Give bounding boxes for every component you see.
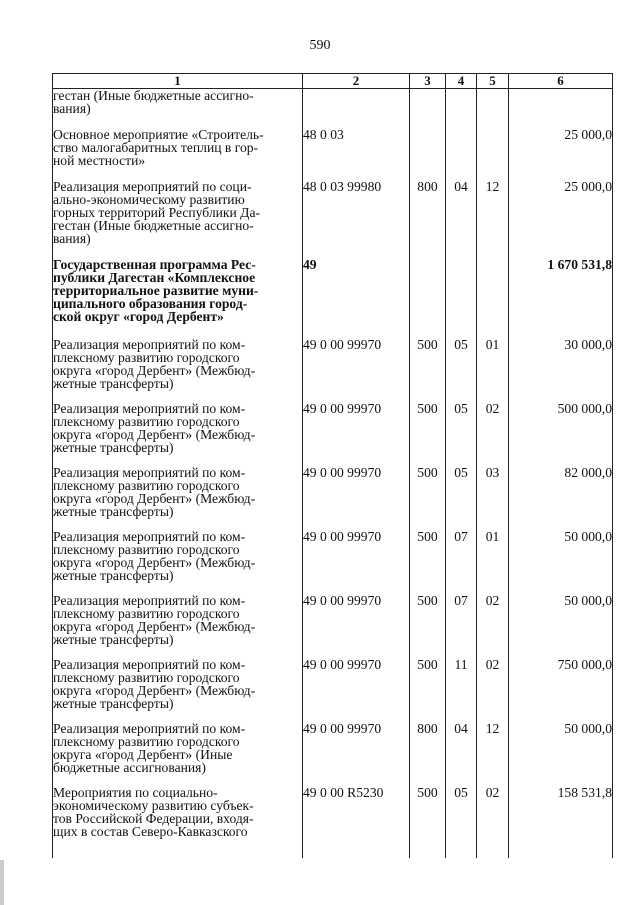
row-code-cell: 49 0 00 99970 [303,402,410,466]
row-col4-cell [446,258,477,338]
row-amount-cell: 1 670 531,8 [509,258,613,338]
row-col3-cell: 500 [410,658,446,722]
row-name-cell: Реализация мероприятий по соци- ально-экономическому развитию горных территорий Республики Да- гестан (Иные бюджетные ассигно- вания) [53,180,303,258]
scan-edge-mark [0,860,4,905]
row-col4-cell: 04 [446,180,477,258]
row-name-cell: Реализация мероприятий по ком- плексному развитию городского округа «город Дербент» (Межбюд- жетные трансферты) [53,338,303,402]
table-row [53,180,613,258]
row-name-cell: Реализация мероприятий по ком- плексному развитию городского округа «город Дербент» (Межбюд- жетные трансферты) [53,594,303,658]
row-code-cell: 49 0 00 R5230 [303,786,410,858]
row-code-cell: 49 0 00 99970 [303,658,410,722]
row-col3-cell: 500 [410,466,446,530]
row-col3-cell: 500 [410,530,446,594]
row-col3-cell: 800 [410,180,446,258]
row-amount-cell: 82 000,0 [509,466,613,530]
row-col3-cell [410,89,446,128]
table-row [53,530,613,594]
table-row [53,658,613,722]
row-col3-cell: 500 [410,402,446,466]
row-amount-cell: 500 000,0 [509,402,613,466]
row-col4-cell [446,128,477,180]
row-col5-cell: 01 [477,338,509,402]
row-col3-cell [410,258,446,338]
row-amount-cell: 50 000,0 [509,722,613,786]
row-col4-cell: 11 [446,658,477,722]
table-row [53,258,613,338]
row-col5-cell: 01 [477,530,509,594]
column-header-2: 2 [303,74,410,89]
row-col5-cell: 02 [477,594,509,658]
budget-table [52,73,613,858]
row-amount-cell: 30 000,0 [509,338,613,402]
row-col5-cell: 12 [477,722,509,786]
row-name-cell: Реализация мероприятий по ком- плексному развитию городского округа «город Дербент» (Межбюд- жетные трансферты) [53,530,303,594]
row-amount-cell: 750 000,0 [509,658,613,722]
row-amount-cell: 50 000,0 [509,530,613,594]
row-col3-cell [410,128,446,180]
row-code-cell [303,89,410,128]
row-amount-cell: 25 000,0 [509,128,613,180]
row-amount-cell [509,89,613,128]
row-col5-cell: 02 [477,402,509,466]
table-row [53,128,613,180]
column-header-6: 6 [509,74,613,89]
row-name-cell: Мероприятия по социально- экономическому развитию субъек- тов Российской Федерации, входя- щих в состав Северо-Кавказского [53,786,303,858]
row-col5-cell: 02 [477,658,509,722]
table-row [53,594,613,658]
table-header-row [53,74,613,89]
row-col5-cell: 03 [477,466,509,530]
row-code-cell: 49 0 00 99970 [303,530,410,594]
row-col4-cell: 05 [446,786,477,858]
table-row [53,338,613,402]
row-code-cell: 49 0 00 99970 [303,466,410,530]
row-code-cell: 49 0 00 99970 [303,722,410,786]
column-header-4: 4 [446,74,477,89]
row-col4-cell: 05 [446,338,477,402]
row-col5-cell [477,258,509,338]
row-col5-cell [477,89,509,128]
row-col4-cell: 05 [446,402,477,466]
table-row [53,786,613,858]
row-col3-cell: 800 [410,722,446,786]
row-name-cell: Реализация мероприятий по ком- плексному развитию городского округа «город Дербент» (Межбюд- жетные трансферты) [53,466,303,530]
row-name-cell: Реализация мероприятий по ком- плексному развитию городского округа «город Дербент» (Иные бюджетные ассигнования) [53,722,303,786]
row-code-cell: 49 [303,258,410,338]
row-code-cell: 48 0 03 [303,128,410,180]
row-col4-cell: 07 [446,594,477,658]
row-name-cell: Основное мероприятие «Строитель- ство малогабаритных теплиц в гор- ной местности» [53,128,303,180]
row-name-cell: Реализация мероприятий по ком- плексному развитию городского округа «город Дербент» (Межбюд- жетные трансферты) [53,658,303,722]
row-col4-cell: 07 [446,530,477,594]
row-code-cell: 48 0 03 99980 [303,180,410,258]
row-col5-cell: 12 [477,180,509,258]
table-row [53,466,613,530]
row-amount-cell: 158 531,8 [509,786,613,858]
row-col4-cell: 04 [446,722,477,786]
row-col3-cell: 500 [410,338,446,402]
row-col4-cell [446,89,477,128]
column-header-1: 1 [53,74,303,89]
row-name-cell: Реализация мероприятий по ком- плексному развитию городского округа «город Дербент» (Межбюд- жетные трансферты) [53,402,303,466]
column-header-3: 3 [410,74,446,89]
row-col5-cell: 02 [477,786,509,858]
table-body [53,89,613,858]
row-name-cell: Государственная программа Рес- публики Дагестан «Комплексное территориальное развитие муни- ципального образования город- ской округ «город Дербент» [53,258,303,338]
row-code-cell: 49 0 00 99970 [303,338,410,402]
row-col5-cell [477,128,509,180]
row-amount-cell: 50 000,0 [509,594,613,658]
table-row [53,722,613,786]
table-row [53,402,613,466]
table-row [53,89,613,128]
row-code-cell: 49 0 00 99970 [303,594,410,658]
page-number: 590 [309,38,331,53]
row-name-cell: гестан (Иные бюджетные ассигно- вания) [53,89,303,128]
row-col3-cell: 500 [410,786,446,858]
row-col4-cell: 05 [446,466,477,530]
column-header-5: 5 [477,74,509,89]
row-col3-cell: 500 [410,594,446,658]
row-amount-cell: 25 000,0 [509,180,613,258]
